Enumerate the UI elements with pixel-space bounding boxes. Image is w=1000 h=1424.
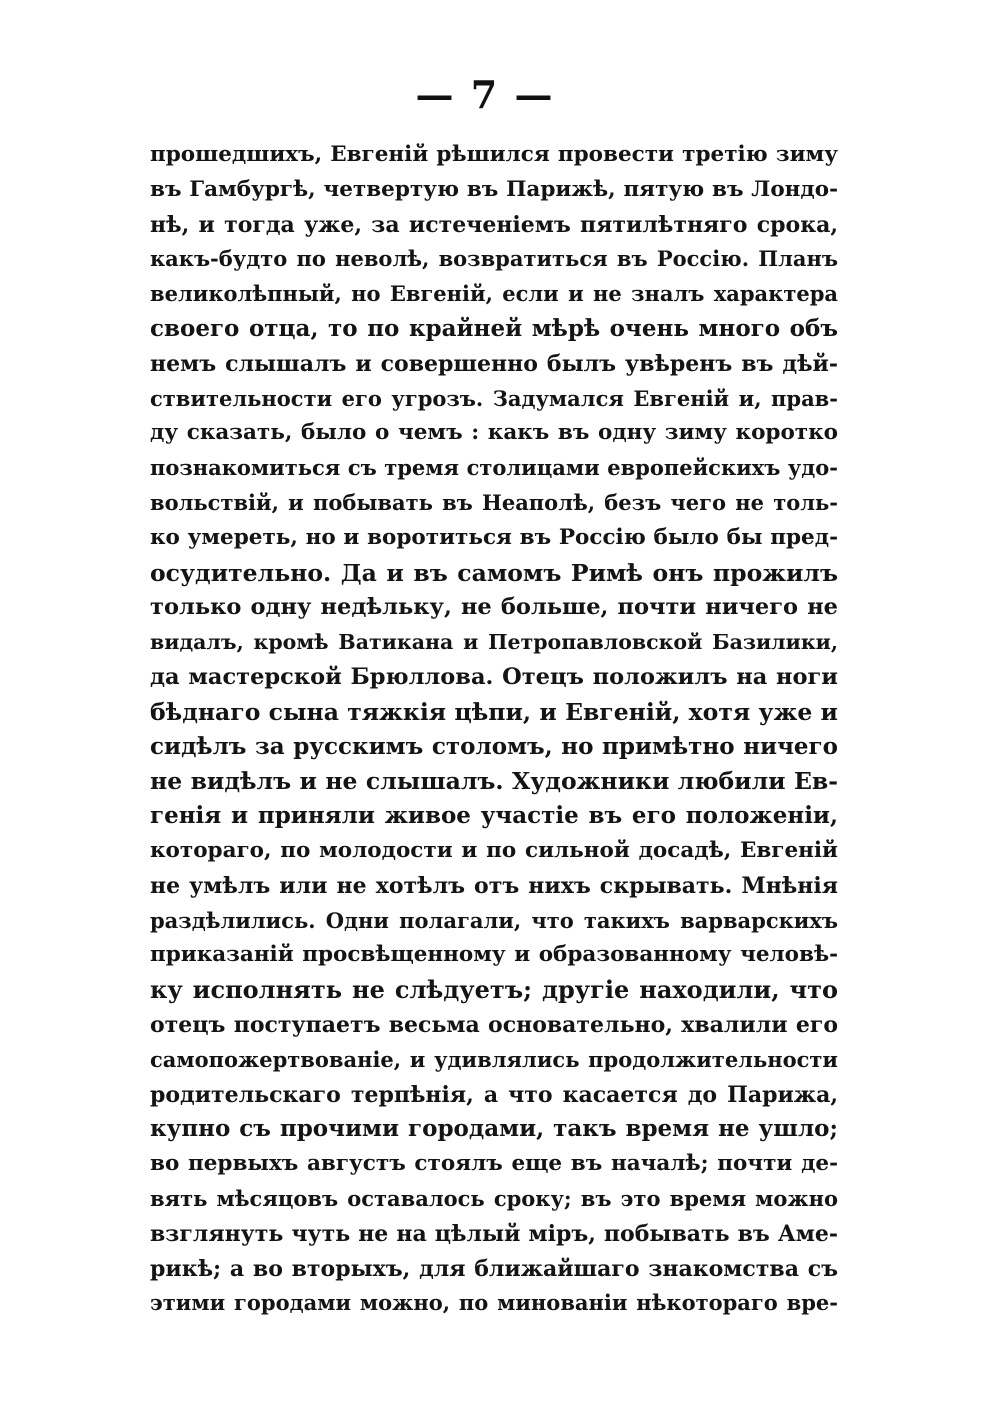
text-line: вять мѣсяцовъ оставалось сроку; въ это время можно [150, 1185, 838, 1211]
text-line: осудительно. Да и въ самомъ Римѣ онъ прожилъ [150, 558, 838, 587]
text-line: ко умереть, но и воротиться въ Россію было бы пред- [150, 524, 838, 550]
text-line: вольствій, и побывать въ Неаполѣ, безъ чего не толь- [150, 489, 838, 515]
text-line: не видѣлъ и не слышалъ. Художники любили Ев- [150, 767, 838, 796]
text-line: ду сказать, было о чемъ : какъ въ одну зиму коротко [150, 420, 838, 446]
text-line: отецъ поступаетъ весьма основательно, хвалили его [150, 1011, 838, 1038]
text-line: генія и приняли живое участіе въ его положеніи, [150, 802, 838, 830]
text-line: приказаній просвѣщенному и образованному человѣ- [150, 942, 838, 968]
text-line: только одну недѣльку, не больше, почти ничего не [150, 594, 838, 621]
text-line: своего отца, то по крайней мѣрѣ очень много объ [150, 314, 838, 342]
text-line: рикѣ; а во вторыхъ, для ближайшаго знакомства съ [150, 1255, 838, 1282]
text-line: самопожертвованіе, и удивлялись продолжительности [150, 1046, 838, 1072]
text-line: видалъ, кромѣ Ватикана и Петропавловской Базилики, [150, 630, 838, 655]
text-line: немъ слышалъ и совершенно былъ увѣренъ въ дѣй- [150, 350, 838, 377]
text-line: да мастерской Брюллова. Отецъ положилъ на ноги [150, 663, 838, 690]
text-line: прошедшихъ, Евгеній рѣшился провести третію зиму [150, 142, 838, 167]
text-line: раздѣлились. Одни полагали, что такихъ варварскихъ [150, 907, 838, 933]
text-line: ку исполнять не слѣдуетъ; другіе находили, что [150, 975, 838, 1005]
text-line: великолѣпный, но Евгеній, если и не зналъ характера [150, 281, 838, 307]
text-line: какъ-будто по неволѣ, возвратиться въ Россію. Планъ [150, 246, 838, 272]
text-line: нѣ, и тогда уже, за истеченіемъ пятилѣтняго срока, [150, 211, 838, 238]
text-line: родительскаго терпѣнія, а что касается до Парижа, [150, 1081, 838, 1108]
text-line: взглянуть чуть не на цѣлый міръ, побывать въ Аме- [150, 1220, 838, 1247]
text-line: не умѣлъ или не хотѣлъ отъ нихъ скрывать. Мнѣнія [150, 872, 838, 899]
text-line: въ Гамбургѣ, четвертую въ Парижѣ, пятую въ Лондо- [150, 176, 838, 202]
text-line: котораго, по молодости и по сильной досадѣ, Евгеній [150, 837, 838, 863]
page-number: — 7 — [415, 72, 555, 117]
text-line: бѣднаго сына тяжкія цѣпи, и Евгеній, хотя уже и [150, 697, 838, 726]
text-line: сидѣлъ за русскимъ столомъ, но примѣтно ничего [150, 732, 838, 760]
text-line: познакомиться съ тремя столицами европейскихъ удо- [150, 455, 838, 481]
text-line: купно съ прочими городами, такъ время не ушло; [150, 1115, 838, 1143]
body-text [150, 138, 838, 1321]
text-line: ствительности его угрозъ. Задумался Евгеній и, прав- [150, 385, 838, 411]
text-line: во первыхъ августъ стоялъ еще въ началѣ; почти де- [150, 1151, 838, 1177]
text-line: этими городами можно, по минованіи нѣкотораго вре- [150, 1290, 838, 1316]
